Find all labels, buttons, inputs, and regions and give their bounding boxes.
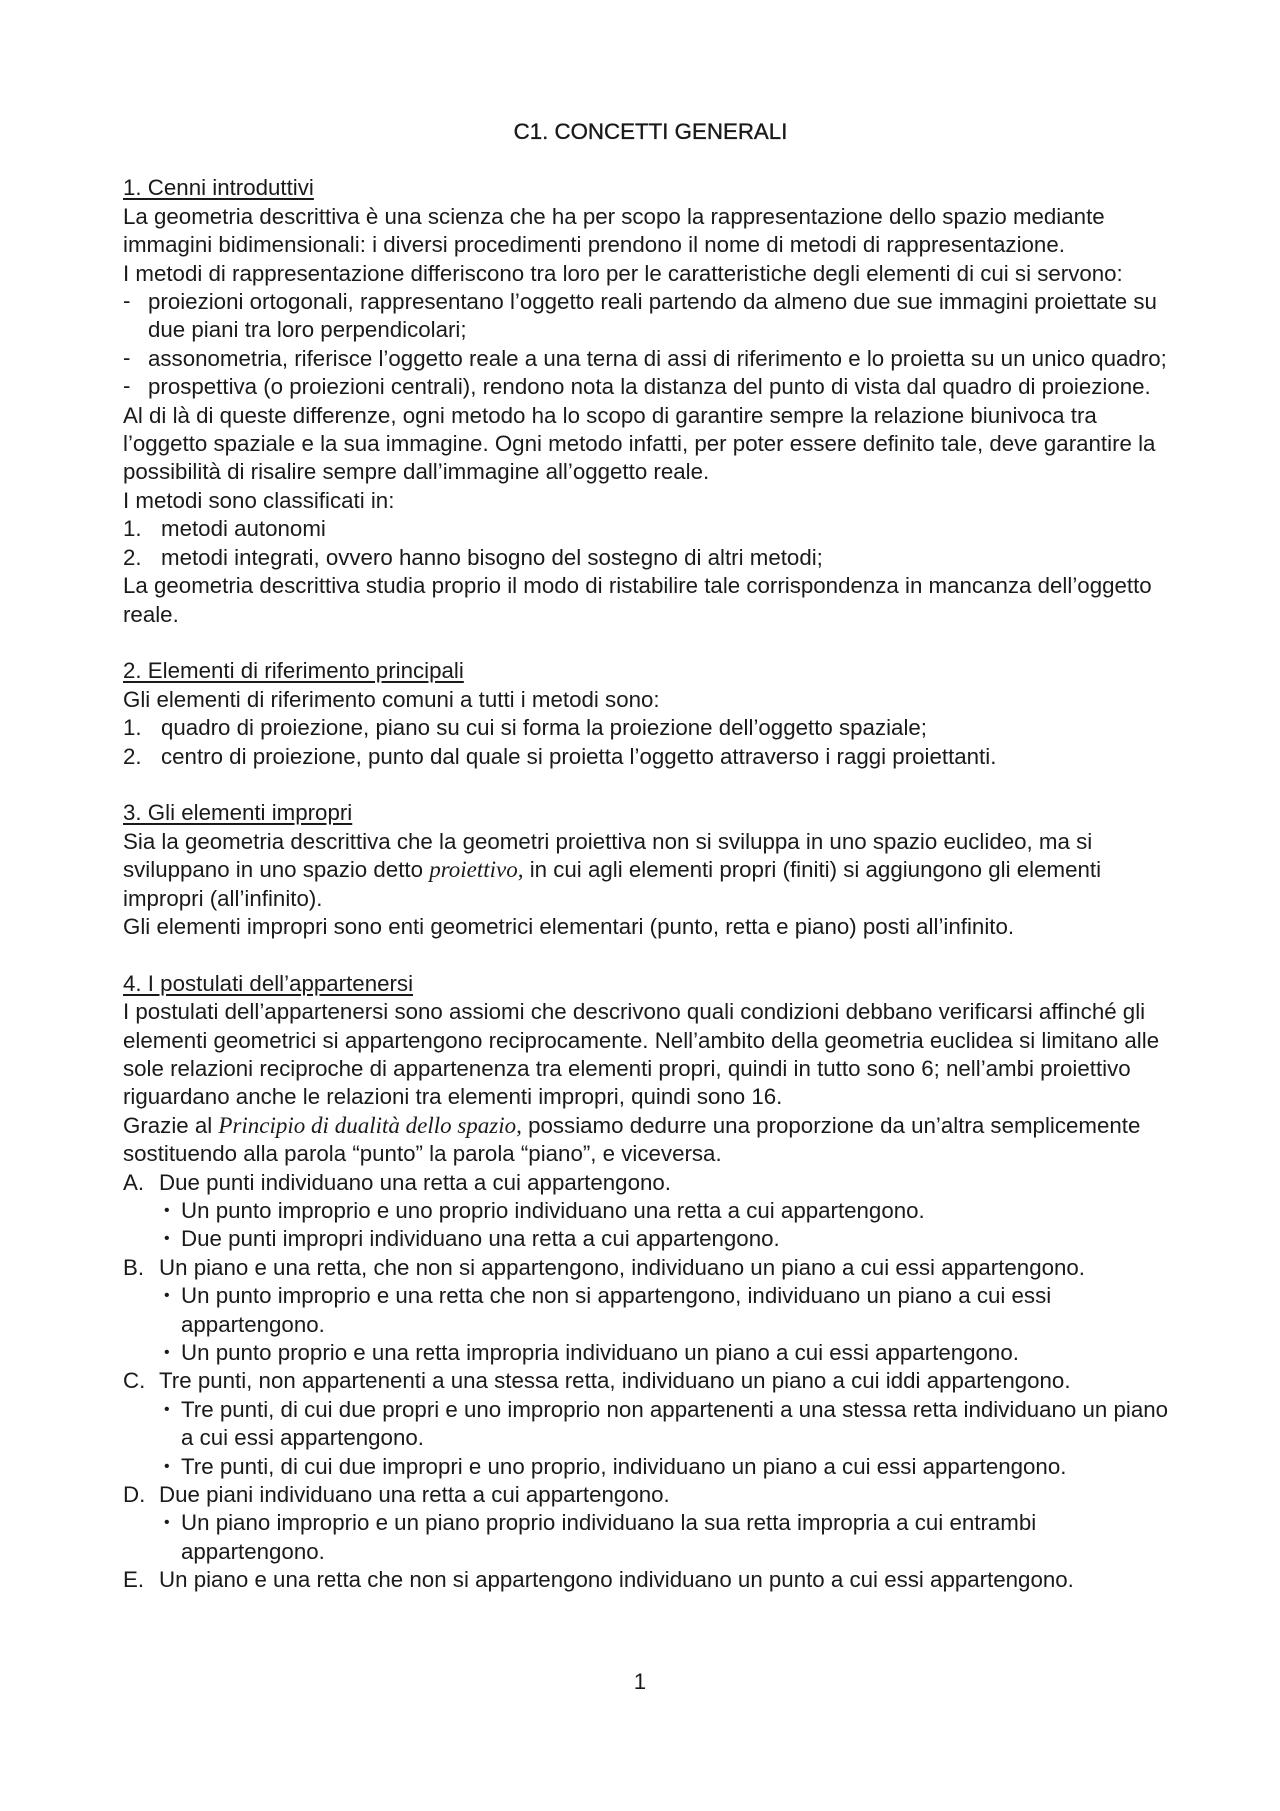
paragraph: Gli elementi di riferimento comuni a tutti i metodi sono:: [123, 686, 660, 712]
dash-list: [123, 288, 1178, 402]
section-elementi-impropri: [123, 799, 1178, 941]
bullet-list: [123, 1509, 1178, 1566]
numbered-item: [123, 515, 1178, 543]
bullet-list: [123, 1282, 1178, 1367]
text-run: Sia la geometria descrittiva che la geometri proiettiva non si sviluppa in uno spazio euclideo, ma si sviluppano in uno spazio detto: [123, 828, 1093, 883]
postulate-item: [123, 1169, 1178, 1197]
item-text: quadro di proiezione, piano su cui si forma la proiezione dell’oggetto spaziale;: [161, 715, 927, 741]
paragraph: I metodi di rappresentazione differiscono tra loro per le caratteristiche degli elementi di cui si servono:: [123, 260, 1123, 286]
item-text: Due punti individuano una retta a cui appartengono.: [159, 1169, 671, 1195]
item-marker: A.: [123, 1169, 145, 1195]
item-marker: 1.: [123, 516, 142, 542]
postulate-item: [123, 1254, 1178, 1282]
paragraph: La geometria descrittiva studia proprio il modo di ristabilire tale corrispondenza in mancanza dell’oggetto reale.: [123, 573, 1152, 627]
page-number: 1: [633, 1669, 647, 1694]
section-heading: 2. Elementi di riferimento principali: [123, 658, 464, 684]
emphasis-text: Principio di dualità dello spazio,: [218, 1112, 522, 1138]
bullet-item: • Un punto improprio e uno proprio individuano una retta a cui appartengono.: [159, 1197, 1178, 1225]
item-text: Due piani individuano una retta a cui appartengono.: [159, 1482, 670, 1508]
numbered-item: [123, 714, 1178, 742]
numbered-item: [123, 743, 1178, 771]
section-postulati: [123, 970, 1178, 1595]
text-run: possiamo dedurre una proporzione da un’altra semplicemente sostituendo alla parola “punto” la parola “piano”, e viceversa.: [123, 1112, 1141, 1167]
bullet-list: [123, 1197, 1178, 1254]
item-text: Un piano e una retta che non si appartengono individuano un punto a cui essi appartengono.: [159, 1567, 1074, 1593]
section-heading: 1. Cenni introduttivi: [123, 175, 314, 201]
item-text: centro di proiezione, punto dal quale si proietta l’oggetto attraverso i raggi proiettanti.: [161, 743, 997, 769]
paragraph: Gli elementi impropri sono enti geometrici elementari (punto, retta e piano) posti all’infinito.: [123, 913, 1015, 939]
bullet-list: [123, 1396, 1178, 1481]
bullet-item: • Un piano improprio e un piano proprio individuano la sua retta impropria a cui entrambi appartengono.: [159, 1509, 1178, 1566]
postulate-item: [123, 1566, 1178, 1594]
bullet-item: • Un punto improprio e una retta che non si appartengono, individuano un piano a cui essi appartengono.: [159, 1282, 1178, 1339]
text-run: Grazie al: [123, 1112, 219, 1138]
item-marker: E.: [123, 1567, 145, 1593]
section-heading: 3. Gli elementi impropri: [123, 800, 353, 826]
paragraph: [123, 1112, 1178, 1169]
list-item: - prospettiva (o proiezioni centrali), rendono nota la distanza del punto di vista dal quadro di proiezione.: [123, 373, 1178, 401]
bullet-item: • Tre punti, di cui due propri e uno improprio non appartenenti a una stessa retta individuano un piano a cui essi appartengono.: [159, 1396, 1178, 1453]
section-cenni-introduttivi: [123, 174, 1178, 629]
item-text: metodi autonomi: [161, 516, 326, 542]
emphasis-text: proiettivo,: [429, 857, 524, 883]
paragraph: La geometria descrittiva è una scienza che ha per scopo la rappresentazione dello spazio mediante immagini bidimensionali: i diversi procedimenti prendono il nome di metodi di rappresentazione.: [123, 203, 1105, 258]
numbered-item: [123, 544, 1178, 572]
page-title: C1. CONCETTI GENERALI: [513, 119, 788, 144]
item-marker: 2.: [123, 743, 142, 769]
item-marker: C.: [123, 1368, 146, 1394]
bullet-item: • Due punti impropri individuano una retta a cui appartengono.: [159, 1225, 1178, 1253]
bullet-item: • Tre punti, di cui due impropri e uno proprio, individuano un piano a cui essi appartengono.: [159, 1453, 1178, 1481]
item-marker: D.: [123, 1482, 146, 1508]
item-text: Tre punti, non appartenenti a una stessa retta, individuano un piano a cui iddi appartengono.: [159, 1368, 1071, 1394]
document-page: [123, 118, 1178, 1595]
paragraph: I postulati dell’appartenersi sono assiomi che descrivono quali condizioni debbano verificarsi affinché gli elementi geometrici si appartengono reciprocamente. Nell’ambito della geometria euclidea si limitano alle sole relazioni reciproche di appartenenza tra elementi propri, quindi in tutto sono 6; nell’ambi proiettivo riguardano anche le relazioni tra elementi impropri, quindi sono 16.: [123, 999, 1160, 1110]
item-marker: B.: [123, 1254, 145, 1280]
paragraph: [123, 828, 1178, 913]
list-item: - assonometria, riferisce l’oggetto reale a una terna di assi di riferimento e lo proietta su un unico quadro;: [123, 345, 1178, 373]
bullet-item: • Un punto proprio e una retta impropria individuano un piano a cui essi appartengono.: [159, 1339, 1178, 1367]
section-heading: 4. I postulati dell’appartenersi: [123, 970, 414, 996]
item-text: Un piano e una retta, che non si appartengono, individuano un piano a cui essi appartengono.: [159, 1254, 1086, 1280]
postulate-item: [123, 1367, 1178, 1395]
item-marker: 1.: [123, 715, 142, 741]
item-marker: 2.: [123, 544, 142, 570]
postulate-item: [123, 1481, 1178, 1509]
paragraph: I metodi sono classificati in:: [123, 487, 395, 513]
paragraph: Al di là di queste differenze, ogni metodo ha lo scopo di garantire sempre la relazione biunivoca tra l’oggetto spaziale e la sua immagine. Ogni metodo infatti, per poter essere definito tale, deve garantire la possibilità di risalire sempre dall’immagine all’oggetto reale.: [123, 402, 1156, 485]
section-elementi-riferimento: [123, 657, 1178, 771]
item-text: metodi integrati, ovvero hanno bisogno del sostegno di altri metodi;: [161, 544, 823, 570]
list-item: - proiezioni ortogonali, rappresentano l’oggetto reali partendo da almeno due sue immagini proiettate su due piani tra loro perpendicolari;: [123, 288, 1178, 345]
text-run: in cui agli elementi propri (finiti) si aggiungono gli elementi impropri (all’infinito).: [123, 857, 1102, 911]
